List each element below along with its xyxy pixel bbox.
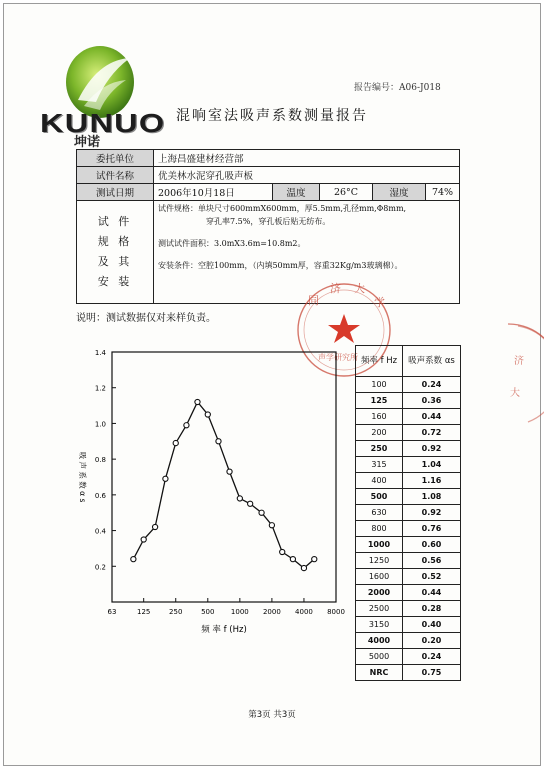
absorption-cell: 0.24 bbox=[403, 649, 461, 665]
data-point bbox=[227, 469, 232, 474]
svg-text:大: 大 bbox=[354, 282, 365, 295]
svg-text:学: 学 bbox=[374, 296, 385, 309]
absorption-cell: 0.75 bbox=[403, 665, 461, 681]
x-tick-label: 8000 bbox=[327, 608, 345, 616]
x-tick-label: 1000 bbox=[230, 608, 249, 616]
partial-seal-icon bbox=[488, 318, 544, 428]
table-row bbox=[356, 409, 461, 425]
frequency-cell: 125 bbox=[356, 393, 403, 409]
x-tick-label: 250 bbox=[169, 608, 183, 616]
data-point bbox=[131, 557, 136, 562]
frequency-cell: 1250 bbox=[356, 553, 403, 569]
frequency-cell: 2500 bbox=[356, 601, 403, 617]
svg-text:济: 济 bbox=[330, 282, 341, 295]
data-point bbox=[152, 524, 157, 529]
frequency-cell: 500 bbox=[356, 489, 403, 505]
absorption-cell: 0.60 bbox=[403, 537, 461, 553]
specs-perforation: 穿孔率7.5%，穿孔板后贴无纺布。 bbox=[206, 217, 331, 226]
absorption-cell: 0.28 bbox=[403, 601, 461, 617]
frequency-cell: 800 bbox=[356, 521, 403, 537]
absorption-cell: 0.20 bbox=[403, 633, 461, 649]
y-tick-label: 0.8 bbox=[94, 456, 106, 465]
frequency-cell: 1000 bbox=[356, 537, 403, 553]
table-row bbox=[356, 633, 461, 649]
svg-text:大: 大 bbox=[510, 388, 520, 399]
absorption-cell: 0.76 bbox=[403, 521, 461, 537]
y-tick-label: 0.6 bbox=[94, 491, 106, 500]
data-point bbox=[248, 501, 253, 506]
table-row bbox=[356, 601, 461, 617]
table-row bbox=[356, 665, 461, 681]
date-value: 2006年10月18日 bbox=[154, 184, 273, 201]
table-row bbox=[356, 537, 461, 553]
y-tick-label: 1.4 bbox=[94, 349, 106, 357]
specs-label-line: 规 格 bbox=[97, 235, 133, 248]
data-point bbox=[141, 537, 146, 542]
table-row bbox=[356, 377, 461, 393]
x-axis-label: 频 率 f (Hz) bbox=[201, 625, 247, 635]
data-point bbox=[195, 399, 200, 404]
disclaimer-note: 说明：测试数据仅对来样负责。 bbox=[76, 313, 216, 324]
specs-label-line: 及 其 bbox=[97, 255, 133, 268]
logo-wordmark: KUNUO bbox=[40, 108, 166, 138]
absorption-cell: 0.72 bbox=[403, 425, 461, 441]
absorption-cell: 1.04 bbox=[403, 457, 461, 473]
frequency-column-header: 频率 f Hz bbox=[356, 346, 403, 377]
table-row bbox=[356, 425, 461, 441]
frequency-cell: 3150 bbox=[356, 617, 403, 633]
temperature-label: 温度 bbox=[273, 184, 320, 201]
plot-frame bbox=[112, 352, 336, 602]
data-point bbox=[312, 557, 317, 562]
sample-value: 优美林水泥穿孔吸声板 bbox=[154, 167, 460, 184]
x-tick-label: 63 bbox=[107, 608, 117, 616]
frequency-cell: 630 bbox=[356, 505, 403, 521]
x-tick-label: 2000 bbox=[262, 608, 281, 616]
specs-area: 测试试件面积：3.0mX3.6m=10.8m2。 bbox=[158, 239, 306, 248]
frequency-cell: 200 bbox=[356, 425, 403, 441]
absorption-cell: 0.36 bbox=[403, 393, 461, 409]
absorption-cell: 0.92 bbox=[403, 441, 461, 457]
frequency-cell: 2000 bbox=[356, 585, 403, 601]
table-row bbox=[356, 441, 461, 457]
date-label: 测试日期 bbox=[77, 184, 154, 201]
x-tick-label: 125 bbox=[136, 608, 151, 616]
table-row bbox=[356, 473, 461, 489]
report-number: 报告编号：A06-J018 bbox=[354, 83, 441, 93]
frequency-cell: 160 bbox=[356, 409, 403, 425]
client-value: 上海昌盛建材经营部 bbox=[154, 150, 460, 167]
specs-dimensions: 试件规格：单块尺寸600mmX600mm，厚5.5mm,孔径mm,Φ8mm, bbox=[158, 204, 407, 213]
x-tick-label: 4000 bbox=[295, 608, 313, 616]
client-label: 委托单位 bbox=[77, 150, 154, 167]
absorption-table bbox=[355, 345, 461, 681]
absorption-cell: 1.08 bbox=[403, 489, 461, 505]
data-point bbox=[301, 565, 306, 570]
absorption-cell: 0.52 bbox=[403, 569, 461, 585]
page-footer: 第3页 共3页 bbox=[248, 710, 296, 720]
table-row bbox=[356, 569, 461, 585]
y-axis-label: 吸 声 系 数 α s bbox=[78, 451, 87, 503]
absorption-cell: 0.56 bbox=[403, 553, 461, 569]
frequency-cell: 1600 bbox=[356, 569, 403, 585]
svg-text:同: 同 bbox=[308, 294, 319, 307]
frequency-cell: 400 bbox=[356, 473, 403, 489]
y-tick-label: 0.2 bbox=[94, 563, 106, 572]
humidity-value: 74% bbox=[426, 184, 460, 201]
table-row bbox=[356, 553, 461, 569]
absorption-cell: 0.24 bbox=[403, 377, 461, 393]
data-point bbox=[163, 476, 168, 481]
table-row bbox=[356, 505, 461, 521]
absorption-cell: 0.44 bbox=[403, 409, 461, 425]
report-title: 混响室法吸声系数测量报告 bbox=[176, 108, 368, 124]
table-row bbox=[356, 489, 461, 505]
specs-label-line: 试 件 bbox=[97, 215, 133, 228]
absorption-chart bbox=[60, 340, 350, 640]
table-row bbox=[356, 521, 461, 537]
absorption-cell: 0.44 bbox=[403, 585, 461, 601]
y-tick-label: 1.2 bbox=[94, 384, 106, 393]
humidity-label: 湿度 bbox=[373, 184, 426, 201]
absorption-column-header: 吸声系数 αs bbox=[403, 346, 461, 377]
series-line bbox=[133, 402, 314, 568]
sample-label: 试件名称 bbox=[77, 167, 154, 184]
x-tick-label: 500 bbox=[201, 608, 215, 616]
absorption-cell: 0.40 bbox=[403, 617, 461, 633]
svg-text:济: 济 bbox=[514, 356, 524, 367]
frequency-cell: 100 bbox=[356, 377, 403, 393]
temperature-value: 26°C bbox=[320, 184, 373, 201]
data-point bbox=[259, 510, 264, 515]
logo-subtitle: 坤诺 bbox=[74, 135, 101, 150]
data-point bbox=[290, 557, 295, 562]
data-point bbox=[184, 423, 189, 428]
specs-label bbox=[77, 201, 154, 304]
table-row bbox=[356, 457, 461, 473]
data-point bbox=[280, 549, 285, 554]
data-point bbox=[173, 440, 178, 445]
frequency-cell: 250 bbox=[356, 441, 403, 457]
data-point bbox=[216, 439, 221, 444]
specs-mounting: 安装条件：空腔100mm，（内填50mm厚，容重32Kg/m3玻璃棉）。 bbox=[158, 261, 403, 270]
frequency-cell: 315 bbox=[356, 457, 403, 473]
table-row bbox=[356, 617, 461, 633]
svg-text:声学研究所: 声学研究所 bbox=[318, 353, 358, 362]
table-row bbox=[356, 649, 461, 665]
frequency-cell: 4000 bbox=[356, 633, 403, 649]
data-point bbox=[237, 496, 242, 501]
specs-label-line: 安 装 bbox=[97, 275, 133, 288]
y-tick-label: 0.4 bbox=[94, 527, 106, 536]
y-tick-label: 1.0 bbox=[94, 420, 106, 429]
data-point bbox=[205, 412, 210, 417]
table-row bbox=[356, 393, 461, 409]
absorption-cell: 0.92 bbox=[403, 505, 461, 521]
absorption-cell: 1.16 bbox=[403, 473, 461, 489]
data-point bbox=[269, 523, 274, 528]
table-row bbox=[356, 585, 461, 601]
frequency-cell: NRC bbox=[356, 665, 403, 681]
frequency-cell: 5000 bbox=[356, 649, 403, 665]
